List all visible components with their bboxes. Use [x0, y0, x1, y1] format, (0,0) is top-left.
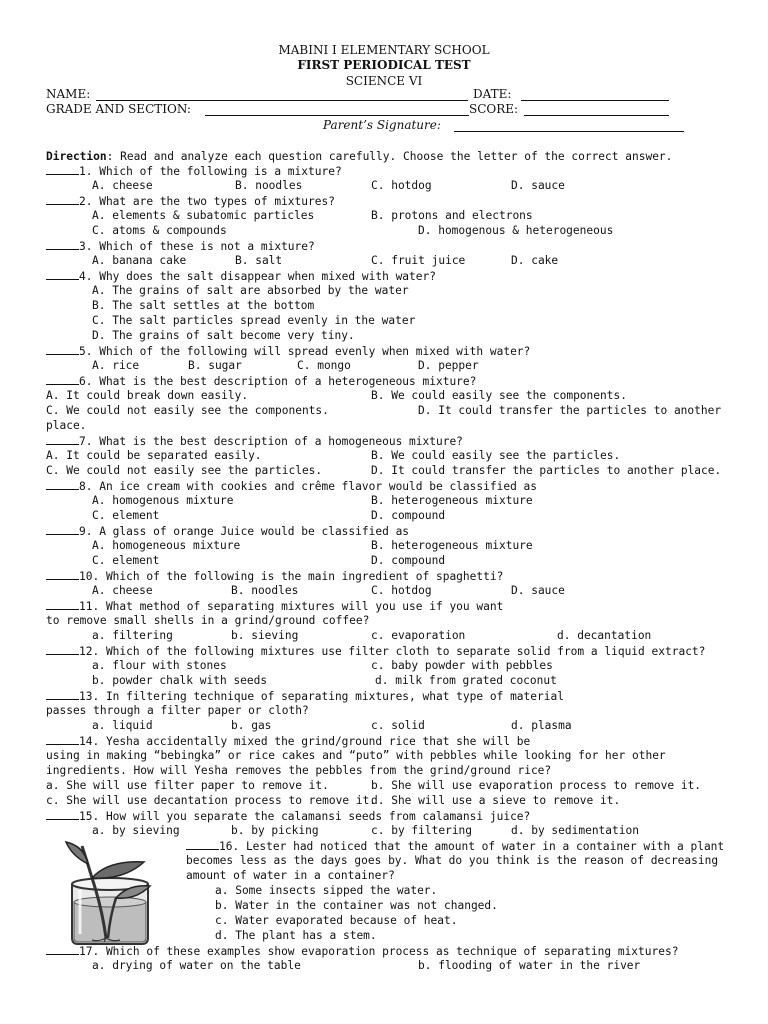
option-4d: D. The grains of salt become very tiny.: [92, 329, 355, 342]
question-1: 1. Which of the following is a mixture?: [46, 163, 342, 179]
option-9c: C. element: [92, 554, 160, 567]
question-11: 11. What method of separating mixtures will you use if you want: [46, 598, 503, 614]
date-label: DATE:: [473, 87, 512, 101]
option-13b: b. gas: [231, 719, 272, 732]
answer-blank-15[interactable]: [46, 808, 79, 820]
answer-blank-3[interactable]: [46, 238, 79, 250]
question-9: 9. A glass of orange Juice would be classified as: [46, 523, 409, 539]
question-3: 3. Which of these is not a mixture?: [46, 238, 315, 254]
answer-blank-12[interactable]: [46, 643, 79, 655]
option-2a: A. elements & subatomic particles: [92, 209, 315, 222]
answer-blank-7[interactable]: [46, 433, 79, 445]
option-1c: C. hotdog: [371, 179, 432, 192]
school-name: MABINI I ELEMENTARY SCHOOL: [278, 43, 490, 57]
question-7: 7. What is the best description of a homogeneous mixture?: [46, 433, 463, 449]
option-10a: A. cheese: [92, 584, 153, 597]
option-14a: a. She will use filter paper to remove it.: [46, 779, 329, 792]
question-17: 17. Which of these examples show evaporation process as technique of separating mixtures?: [46, 943, 678, 959]
option-15c: c. by filtering: [371, 824, 473, 837]
answer-blank-9[interactable]: [46, 523, 79, 535]
option-15b: b. by picking: [231, 824, 319, 837]
option-16a: a. Some insects sipped the water.: [215, 884, 438, 897]
answer-blank-10[interactable]: [46, 568, 79, 580]
option-13d: d. plasma: [511, 719, 572, 732]
option-14d: d. She will use a sieve to remove it.: [371, 794, 621, 807]
name-field[interactable]: [96, 89, 468, 101]
option-15d: d. by sedimentation: [511, 824, 639, 837]
answer-blank-14[interactable]: [46, 733, 79, 745]
option-7c: C. We could not easily see the particles.: [46, 464, 323, 477]
option-7a: A. It could be separated easily.: [46, 449, 262, 462]
question-6: 6. What is the best description of a heterogeneous mixture?: [46, 373, 476, 389]
question-12: 12. Which of the following mixtures use filter cloth to separate solid from a liquid extract?: [46, 643, 705, 659]
parent-signature-field[interactable]: [454, 120, 684, 132]
question-13: 13. In filtering technique of separating mixtures, what type of material: [46, 688, 564, 704]
direction-text: : Read and analyze each question carefully. Choose the letter of the correct answer.: [106, 150, 673, 163]
option-11c: c. evaporation: [371, 629, 466, 642]
option-3a: A. banana cake: [92, 254, 187, 267]
option-2d: D. homogenous & heterogeneous: [418, 224, 614, 237]
option-3d: D. cake: [511, 254, 559, 267]
direction-label: Direction: [46, 150, 107, 163]
option-4a: A. The grains of salt are absorbed by the water: [92, 284, 409, 297]
score-label: SCORE:: [469, 102, 519, 116]
plant-in-beaker-illustration: [58, 838, 170, 948]
option-8b: B. heterogeneous mixture: [371, 494, 533, 507]
question-11-cont: to remove small shells in a grind/ground coffee?: [46, 614, 370, 627]
date-field[interactable]: [521, 89, 669, 101]
question-14-cont2: ingredients. How will Yesha removes the pebbles from the grind/ground rice?: [46, 764, 552, 777]
option-6d: D. It could transfer the particles to another: [418, 404, 722, 417]
answer-blank-11[interactable]: [46, 598, 79, 610]
option-9a: A. homogeneous mixture: [92, 539, 241, 552]
score-field[interactable]: [524, 104, 669, 116]
option-5c: C. mongo: [297, 359, 351, 372]
question-5: 5. Which of the following will spread evenly when mixed with water?: [46, 343, 530, 359]
option-12c: c. baby powder with pebbles: [371, 659, 553, 672]
answer-blank-4[interactable]: [46, 268, 79, 280]
option-7b: B. We could easily see the particles.: [371, 449, 621, 462]
option-8a: A. homogenous mixture: [92, 494, 234, 507]
option-16b: b. Water in the container was not changed.: [215, 899, 498, 912]
question-10: 10. Which of the following is the main ingredient of spaghetti?: [46, 568, 503, 584]
direction: [46, 149, 672, 164]
answer-blank-16[interactable]: [186, 838, 219, 850]
option-2b: B. protons and electrons: [371, 209, 533, 222]
option-10c: C. hotdog: [371, 584, 432, 597]
question-16-cont: becomes less as the days goes by. What do you think is the reason of decreasing: [186, 854, 719, 867]
test-title: FIRST PERIODICAL TEST: [297, 58, 471, 72]
question-2: 2. What are the two types of mixtures?: [46, 193, 335, 209]
answer-blank-13[interactable]: [46, 688, 79, 700]
option-2c: C. atoms & compounds: [92, 224, 227, 237]
option-12a: a. flour with stones: [92, 659, 227, 672]
option-8d: D. compound: [371, 509, 446, 522]
option-17a: a. drying of water on the table: [92, 959, 301, 972]
option-11a: a. filtering: [92, 629, 173, 642]
option-4c: C. The salt particles spread evenly in the water: [92, 314, 416, 327]
question-4: 4. Why does the salt disappear when mixed with water?: [46, 268, 436, 284]
option-9b: B. heterogeneous mixture: [371, 539, 533, 552]
question-8: 8. An ice cream with cookies and crême flavor would be classified as: [46, 478, 537, 494]
option-5d: D. pepper: [418, 359, 479, 372]
option-1b: B. noodles: [235, 179, 303, 192]
option-1d: D. sauce: [511, 179, 565, 192]
option-13c: c. solid: [371, 719, 425, 732]
question-14-cont: using in making “bebingka” or rice cakes and “puto” with pebbles while looking for her other: [46, 749, 666, 762]
answer-blank-1[interactable]: [46, 163, 79, 175]
option-10d: D. sauce: [511, 584, 565, 597]
option-8c: C. element: [92, 509, 160, 522]
option-12b: b. powder chalk with seeds: [92, 674, 268, 687]
option-15a: a. by sieving: [92, 824, 180, 837]
option-14c: c. She will use decantation process to remove it.: [46, 794, 377, 807]
option-16c: c. Water evaporated because of heat.: [215, 914, 458, 927]
option-4b: B. The salt settles at the bottom: [92, 299, 315, 312]
parent-signature-label: Parent’s Signature:: [323, 118, 441, 132]
option-7d: D. It could transfer the particles to another place.: [371, 464, 722, 477]
answer-blank-8[interactable]: [46, 478, 79, 490]
question-14: 14. Yesha accidentally mixed the grind/ground rice that she will be: [46, 733, 530, 749]
option-3c: C. fruit juice: [371, 254, 466, 267]
question-13-cont: passes through a filter paper or cloth?: [46, 704, 309, 717]
option-6a: A. It could break down easily.: [46, 389, 249, 402]
option-6d-cont: place.: [46, 419, 87, 432]
option-5b: B. sugar: [188, 359, 242, 372]
option-17b: b. flooding of water in the river: [418, 959, 641, 972]
subject-title: SCIENCE VI: [345, 74, 423, 88]
option-3b: B. salt: [235, 254, 283, 267]
option-9d: D. compound: [371, 554, 446, 567]
answer-blank-17[interactable]: [46, 943, 79, 955]
option-1a: A. cheese: [92, 179, 153, 192]
option-11d: d. decantation: [557, 629, 652, 642]
answer-blank-6[interactable]: [46, 373, 79, 385]
answer-blank-5[interactable]: [46, 343, 79, 355]
option-14b: b. She will use evaporation process to remove it.: [371, 779, 702, 792]
option-6c: C. We could not easily see the components.: [46, 404, 329, 417]
answer-blank-2[interactable]: [46, 193, 79, 205]
option-11b: b. sieving: [231, 629, 299, 642]
grade-field[interactable]: [205, 104, 469, 116]
option-12d: d. milk from grated coconut: [375, 674, 557, 687]
question-16: 16. Lester had noticed that the amount of water in a container with a plant: [186, 838, 724, 854]
option-6b: B. We could easily see the components.: [371, 389, 627, 402]
grade-label: GRADE AND SECTION:: [46, 102, 191, 116]
question-15: 15. How will you separate the calamansi seeds from calamansi juice?: [46, 808, 530, 824]
option-16d: d. The plant has a stem.: [215, 929, 377, 942]
option-10b: B. noodles: [231, 584, 299, 597]
name-label: NAME:: [46, 87, 91, 101]
option-5a: A. rice: [92, 359, 140, 372]
question-16-cont2: amount of water in a container?: [186, 869, 395, 882]
option-13a: a. liquid: [92, 719, 153, 732]
